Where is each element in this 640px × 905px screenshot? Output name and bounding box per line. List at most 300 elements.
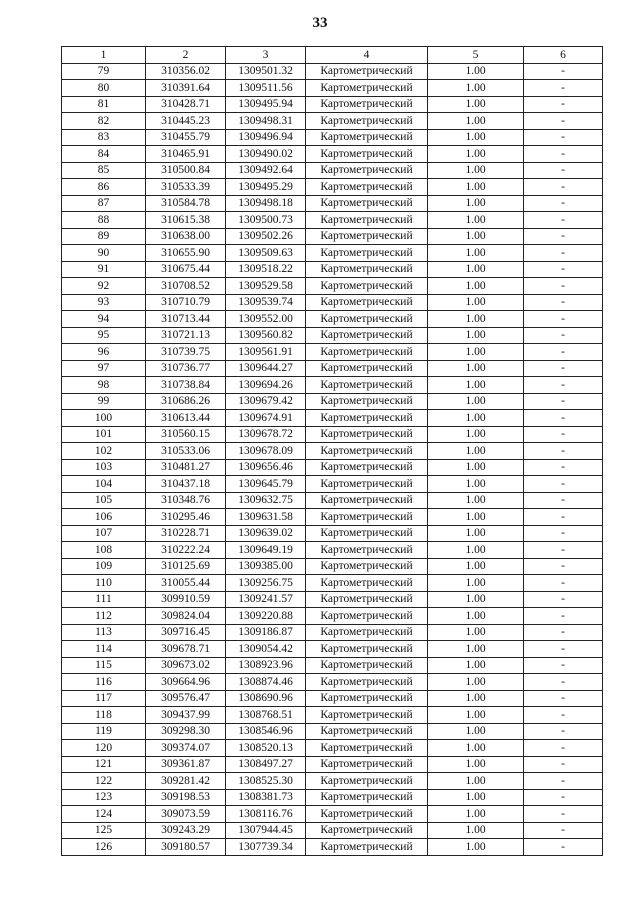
accuracy-cell: 1.00 <box>428 129 524 146</box>
note-cell: - <box>524 756 603 773</box>
x-coordinate-cell: 310655.90 <box>146 245 226 262</box>
accuracy-cell: 1.00 <box>428 179 524 196</box>
y-coordinate-cell: 1309561.91 <box>226 344 306 361</box>
x-coordinate-cell: 309678.71 <box>146 641 226 658</box>
method-cell: Картометрический <box>306 674 428 691</box>
method-cell: Картометрический <box>306 822 428 839</box>
x-coordinate-cell: 309180.57 <box>146 839 226 856</box>
y-coordinate-cell: 1309495.94 <box>226 96 306 113</box>
point-number-cell: 107 <box>62 525 146 542</box>
accuracy-cell: 1.00 <box>428 657 524 674</box>
method-cell: Картометрический <box>306 690 428 707</box>
coordinates-table <box>61 46 603 856</box>
accuracy-cell: 1.00 <box>428 806 524 823</box>
y-coordinate-cell: 1309552.00 <box>226 311 306 328</box>
x-coordinate-cell: 310391.64 <box>146 80 226 97</box>
y-coordinate-cell: 1309054.42 <box>226 641 306 658</box>
x-coordinate-cell: 309576.47 <box>146 690 226 707</box>
accuracy-cell: 1.00 <box>428 542 524 559</box>
method-cell: Картометрический <box>306 773 428 790</box>
point-number-cell: 98 <box>62 377 146 394</box>
note-cell: - <box>524 162 603 179</box>
x-coordinate-cell: 309198.53 <box>146 789 226 806</box>
y-coordinate-cell: 1309632.75 <box>226 492 306 509</box>
y-coordinate-cell: 1309518.22 <box>226 261 306 278</box>
accuracy-cell: 1.00 <box>428 591 524 608</box>
x-coordinate-cell: 310739.75 <box>146 344 226 361</box>
accuracy-cell: 1.00 <box>428 63 524 80</box>
y-coordinate-cell: 1309560.82 <box>226 327 306 344</box>
accuracy-cell: 1.00 <box>428 212 524 229</box>
table-row <box>62 575 603 592</box>
method-cell: Картометрический <box>306 740 428 757</box>
note-cell: - <box>524 806 603 823</box>
y-coordinate-cell: 1308520.13 <box>226 740 306 757</box>
point-number-cell: 103 <box>62 459 146 476</box>
y-coordinate-cell: 1309631.58 <box>226 509 306 526</box>
point-number-cell: 104 <box>62 476 146 493</box>
note-cell: - <box>524 245 603 262</box>
method-cell: Картометрический <box>306 426 428 443</box>
point-number-cell: 81 <box>62 96 146 113</box>
table-row <box>62 278 603 295</box>
x-coordinate-cell: 310437.18 <box>146 476 226 493</box>
table-row <box>62 360 603 377</box>
point-number-cell: 94 <box>62 311 146 328</box>
accuracy-cell: 1.00 <box>428 723 524 740</box>
point-number-cell: 118 <box>62 707 146 724</box>
table-row <box>62 591 603 608</box>
table-row <box>62 509 603 526</box>
y-coordinate-cell: 1308546.96 <box>226 723 306 740</box>
note-cell: - <box>524 327 603 344</box>
table-header-row <box>62 47 603 64</box>
x-coordinate-cell: 310686.26 <box>146 393 226 410</box>
table-row <box>62 393 603 410</box>
y-coordinate-cell: 1307739.34 <box>226 839 306 856</box>
table-row <box>62 294 603 311</box>
point-number-cell: 101 <box>62 426 146 443</box>
table-row <box>62 377 603 394</box>
table-row <box>62 344 603 361</box>
y-coordinate-cell: 1309496.94 <box>226 129 306 146</box>
x-coordinate-cell: 310584.78 <box>146 195 226 212</box>
table-row <box>62 789 603 806</box>
method-cell: Картометрический <box>306 96 428 113</box>
x-coordinate-cell: 309910.59 <box>146 591 226 608</box>
x-coordinate-cell: 310222.24 <box>146 542 226 559</box>
point-number-cell: 82 <box>62 113 146 130</box>
method-cell: Картометрический <box>306 245 428 262</box>
x-coordinate-cell: 310738.84 <box>146 377 226 394</box>
point-number-cell: 105 <box>62 492 146 509</box>
x-coordinate-cell: 310533.39 <box>146 179 226 196</box>
point-number-cell: 110 <box>62 575 146 592</box>
y-coordinate-cell: 1309509.63 <box>226 245 306 262</box>
point-number-cell: 83 <box>62 129 146 146</box>
point-number-cell: 119 <box>62 723 146 740</box>
note-cell: - <box>524 624 603 641</box>
accuracy-cell: 1.00 <box>428 690 524 707</box>
note-cell: - <box>524 426 603 443</box>
y-coordinate-cell: 1309656.46 <box>226 459 306 476</box>
method-cell: Картометрический <box>306 542 428 559</box>
accuracy-cell: 1.00 <box>428 674 524 691</box>
note-cell: - <box>524 459 603 476</box>
note-cell: - <box>524 278 603 295</box>
point-number-cell: 92 <box>62 278 146 295</box>
accuracy-cell: 1.00 <box>428 311 524 328</box>
accuracy-cell: 1.00 <box>428 80 524 97</box>
table-row <box>62 740 603 757</box>
point-number-cell: 79 <box>62 63 146 80</box>
accuracy-cell: 1.00 <box>428 558 524 575</box>
point-number-cell: 99 <box>62 393 146 410</box>
x-coordinate-cell: 310613.44 <box>146 410 226 427</box>
point-number-cell: 91 <box>62 261 146 278</box>
accuracy-cell: 1.00 <box>428 327 524 344</box>
note-cell: - <box>524 641 603 658</box>
method-cell: Картометрический <box>306 443 428 460</box>
x-coordinate-cell: 310721.13 <box>146 327 226 344</box>
method-cell: Картометрический <box>306 608 428 625</box>
accuracy-cell: 1.00 <box>428 641 524 658</box>
column-header-6: 6 <box>524 47 603 64</box>
point-number-cell: 106 <box>62 509 146 526</box>
x-coordinate-cell: 309361.87 <box>146 756 226 773</box>
x-coordinate-cell: 309374.07 <box>146 740 226 757</box>
note-cell: - <box>524 195 603 212</box>
note-cell: - <box>524 129 603 146</box>
method-cell: Картометрический <box>306 311 428 328</box>
table-row <box>62 443 603 460</box>
accuracy-cell: 1.00 <box>428 839 524 856</box>
table-row <box>62 113 603 130</box>
note-cell: - <box>524 113 603 130</box>
x-coordinate-cell: 310708.52 <box>146 278 226 295</box>
point-number-cell: 95 <box>62 327 146 344</box>
point-number-cell: 123 <box>62 789 146 806</box>
x-coordinate-cell: 310713.44 <box>146 311 226 328</box>
point-number-cell: 109 <box>62 558 146 575</box>
method-cell: Картометрический <box>306 294 428 311</box>
x-coordinate-cell: 310428.71 <box>146 96 226 113</box>
table-row <box>62 558 603 575</box>
point-number-cell: 89 <box>62 228 146 245</box>
point-number-cell: 84 <box>62 146 146 163</box>
point-number-cell: 117 <box>62 690 146 707</box>
point-number-cell: 114 <box>62 641 146 658</box>
x-coordinate-cell: 310348.76 <box>146 492 226 509</box>
table-row <box>62 245 603 262</box>
table-row <box>62 410 603 427</box>
x-coordinate-cell: 309437.99 <box>146 707 226 724</box>
note-cell: - <box>524 591 603 608</box>
method-cell: Картометрический <box>306 228 428 245</box>
table-row <box>62 146 603 163</box>
note-cell: - <box>524 789 603 806</box>
method-cell: Картометрический <box>306 195 428 212</box>
y-coordinate-cell: 1309220.88 <box>226 608 306 625</box>
table-row <box>62 426 603 443</box>
table-row <box>62 839 603 856</box>
accuracy-cell: 1.00 <box>428 146 524 163</box>
method-cell: Картометрический <box>306 789 428 806</box>
x-coordinate-cell: 310295.46 <box>146 509 226 526</box>
x-coordinate-cell: 310228.71 <box>146 525 226 542</box>
method-cell: Картометрический <box>306 360 428 377</box>
accuracy-cell: 1.00 <box>428 228 524 245</box>
note-cell: - <box>524 80 603 97</box>
point-number-cell: 125 <box>62 822 146 839</box>
note-cell: - <box>524 311 603 328</box>
accuracy-cell: 1.00 <box>428 113 524 130</box>
note-cell: - <box>524 509 603 526</box>
table-row <box>62 212 603 229</box>
y-coordinate-cell: 1309241.57 <box>226 591 306 608</box>
note-cell: - <box>524 525 603 542</box>
y-coordinate-cell: 1309511.56 <box>226 80 306 97</box>
y-coordinate-cell: 1308768.51 <box>226 707 306 724</box>
table-row <box>62 707 603 724</box>
x-coordinate-cell: 309298.30 <box>146 723 226 740</box>
accuracy-cell: 1.00 <box>428 245 524 262</box>
x-coordinate-cell: 309824.04 <box>146 608 226 625</box>
accuracy-cell: 1.00 <box>428 162 524 179</box>
column-header-3: 3 <box>226 47 306 64</box>
x-coordinate-cell: 310445.23 <box>146 113 226 130</box>
x-coordinate-cell: 310500.84 <box>146 162 226 179</box>
table-row <box>62 311 603 328</box>
point-number-cell: 122 <box>62 773 146 790</box>
accuracy-cell: 1.00 <box>428 773 524 790</box>
y-coordinate-cell: 1309498.18 <box>226 195 306 212</box>
method-cell: Картометрический <box>306 707 428 724</box>
x-coordinate-cell: 310455.79 <box>146 129 226 146</box>
y-coordinate-cell: 1308497.27 <box>226 756 306 773</box>
accuracy-cell: 1.00 <box>428 377 524 394</box>
x-coordinate-cell: 310736.77 <box>146 360 226 377</box>
accuracy-cell: 1.00 <box>428 608 524 625</box>
y-coordinate-cell: 1309678.72 <box>226 426 306 443</box>
table-row <box>62 96 603 113</box>
accuracy-cell: 1.00 <box>428 393 524 410</box>
y-coordinate-cell: 1308923.96 <box>226 657 306 674</box>
table-row <box>62 179 603 196</box>
method-cell: Картометрический <box>306 492 428 509</box>
y-coordinate-cell: 1309256.75 <box>226 575 306 592</box>
method-cell: Картометрический <box>306 344 428 361</box>
table-row <box>62 822 603 839</box>
x-coordinate-cell: 310710.79 <box>146 294 226 311</box>
table-row <box>62 608 603 625</box>
x-coordinate-cell: 310615.38 <box>146 212 226 229</box>
point-number-cell: 87 <box>62 195 146 212</box>
column-header-2: 2 <box>146 47 226 64</box>
y-coordinate-cell: 1309502.26 <box>226 228 306 245</box>
x-coordinate-cell: 310675.44 <box>146 261 226 278</box>
x-coordinate-cell: 309073.59 <box>146 806 226 823</box>
table-row <box>62 624 603 641</box>
method-cell: Картометрический <box>306 476 428 493</box>
note-cell: - <box>524 839 603 856</box>
method-cell: Картометрический <box>306 80 428 97</box>
accuracy-cell: 1.00 <box>428 459 524 476</box>
point-number-cell: 126 <box>62 839 146 856</box>
method-cell: Картометрический <box>306 179 428 196</box>
table-row <box>62 756 603 773</box>
table-row <box>62 195 603 212</box>
x-coordinate-cell: 310055.44 <box>146 575 226 592</box>
point-number-cell: 100 <box>62 410 146 427</box>
accuracy-cell: 1.00 <box>428 707 524 724</box>
x-coordinate-cell: 309673.02 <box>146 657 226 674</box>
method-cell: Картометрический <box>306 641 428 658</box>
table-row <box>62 773 603 790</box>
method-cell: Картометрический <box>306 591 428 608</box>
column-header-1: 1 <box>62 47 146 64</box>
note-cell: - <box>524 608 603 625</box>
note-cell: - <box>524 492 603 509</box>
table-row <box>62 162 603 179</box>
table-row <box>62 492 603 509</box>
table-row <box>62 657 603 674</box>
y-coordinate-cell: 1309645.79 <box>226 476 306 493</box>
method-cell: Картометрический <box>306 129 428 146</box>
y-coordinate-cell: 1309490.02 <box>226 146 306 163</box>
point-number-cell: 115 <box>62 657 146 674</box>
accuracy-cell: 1.00 <box>428 294 524 311</box>
accuracy-cell: 1.00 <box>428 492 524 509</box>
table-row <box>62 327 603 344</box>
y-coordinate-cell: 1309639.02 <box>226 525 306 542</box>
method-cell: Картометрический <box>306 212 428 229</box>
y-coordinate-cell: 1309501.32 <box>226 63 306 80</box>
note-cell: - <box>524 179 603 196</box>
method-cell: Картометрический <box>306 459 428 476</box>
note-cell: - <box>524 393 603 410</box>
note-cell: - <box>524 377 603 394</box>
table-row <box>62 459 603 476</box>
accuracy-cell: 1.00 <box>428 476 524 493</box>
table-row <box>62 674 603 691</box>
point-number-cell: 108 <box>62 542 146 559</box>
x-coordinate-cell: 309281.42 <box>146 773 226 790</box>
point-number-cell: 96 <box>62 344 146 361</box>
note-cell: - <box>524 410 603 427</box>
accuracy-cell: 1.00 <box>428 360 524 377</box>
accuracy-cell: 1.00 <box>428 756 524 773</box>
method-cell: Картометрический <box>306 657 428 674</box>
y-coordinate-cell: 1307944.45 <box>226 822 306 839</box>
note-cell: - <box>524 575 603 592</box>
y-coordinate-cell: 1308874.46 <box>226 674 306 691</box>
note-cell: - <box>524 723 603 740</box>
page-number: 33 <box>312 15 328 31</box>
method-cell: Картометрический <box>306 63 428 80</box>
note-cell: - <box>524 344 603 361</box>
y-coordinate-cell: 1309495.29 <box>226 179 306 196</box>
y-coordinate-cell: 1309492.64 <box>226 162 306 179</box>
point-number-cell: 121 <box>62 756 146 773</box>
y-coordinate-cell: 1309694.26 <box>226 377 306 394</box>
note-cell: - <box>524 228 603 245</box>
note-cell: - <box>524 146 603 163</box>
table-row <box>62 542 603 559</box>
point-number-cell: 97 <box>62 360 146 377</box>
accuracy-cell: 1.00 <box>428 740 524 757</box>
point-number-cell: 85 <box>62 162 146 179</box>
table-row <box>62 63 603 80</box>
method-cell: Картометрический <box>306 162 428 179</box>
point-number-cell: 124 <box>62 806 146 823</box>
point-number-cell: 93 <box>62 294 146 311</box>
method-cell: Картометрический <box>306 806 428 823</box>
method-cell: Картометрический <box>306 327 428 344</box>
note-cell: - <box>524 773 603 790</box>
accuracy-cell: 1.00 <box>428 96 524 113</box>
y-coordinate-cell: 1308690.96 <box>226 690 306 707</box>
method-cell: Картометрический <box>306 278 428 295</box>
note-cell: - <box>524 261 603 278</box>
y-coordinate-cell: 1309385.00 <box>226 558 306 575</box>
note-cell: - <box>524 558 603 575</box>
accuracy-cell: 1.00 <box>428 278 524 295</box>
point-number-cell: 88 <box>62 212 146 229</box>
table-row <box>62 80 603 97</box>
method-cell: Картометрический <box>306 624 428 641</box>
table-row <box>62 129 603 146</box>
x-coordinate-cell: 310125.69 <box>146 558 226 575</box>
y-coordinate-cell: 1309186.87 <box>226 624 306 641</box>
note-cell: - <box>524 476 603 493</box>
y-coordinate-cell: 1309679.42 <box>226 393 306 410</box>
point-number-cell: 111 <box>62 591 146 608</box>
y-coordinate-cell: 1309674.91 <box>226 410 306 427</box>
x-coordinate-cell: 310560.15 <box>146 426 226 443</box>
y-coordinate-cell: 1308525.30 <box>226 773 306 790</box>
note-cell: - <box>524 443 603 460</box>
point-number-cell: 90 <box>62 245 146 262</box>
column-header-4: 4 <box>306 47 428 64</box>
column-header-5: 5 <box>428 47 524 64</box>
x-coordinate-cell: 309664.96 <box>146 674 226 691</box>
y-coordinate-cell: 1309529.58 <box>226 278 306 295</box>
method-cell: Картометрический <box>306 839 428 856</box>
x-coordinate-cell: 309716.45 <box>146 624 226 641</box>
accuracy-cell: 1.00 <box>428 789 524 806</box>
x-coordinate-cell: 310465.91 <box>146 146 226 163</box>
point-number-cell: 80 <box>62 80 146 97</box>
point-number-cell: 113 <box>62 624 146 641</box>
y-coordinate-cell: 1309498.31 <box>226 113 306 130</box>
table-body <box>62 63 603 855</box>
note-cell: - <box>524 212 603 229</box>
table-row <box>62 641 603 658</box>
accuracy-cell: 1.00 <box>428 443 524 460</box>
accuracy-cell: 1.00 <box>428 410 524 427</box>
accuracy-cell: 1.00 <box>428 575 524 592</box>
method-cell: Картометрический <box>306 377 428 394</box>
note-cell: - <box>524 707 603 724</box>
note-cell: - <box>524 542 603 559</box>
y-coordinate-cell: 1309500.73 <box>226 212 306 229</box>
table-row <box>62 261 603 278</box>
point-number-cell: 116 <box>62 674 146 691</box>
table-row <box>62 806 603 823</box>
method-cell: Картометрический <box>306 146 428 163</box>
y-coordinate-cell: 1308381.73 <box>226 789 306 806</box>
